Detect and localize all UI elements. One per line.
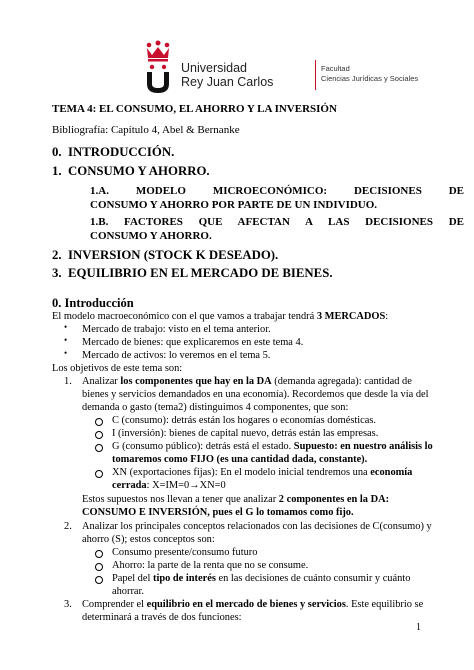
- objective-1-line2: bienes y servicios demandados en una economía). Recordemos que desde la vía del: [82, 389, 429, 400]
- document-title: TEMA 4: EL CONSUMO, EL AHORRO Y LA INVERSIÓN: [52, 103, 337, 115]
- intro-text: El modelo macroeconómico con el que vamos a trabajar tendrá: [52, 311, 317, 322]
- circle-bullet-icon: [95, 576, 103, 584]
- faculty-line1: Facultad: [321, 64, 350, 73]
- concept-text-bold: tipo de interés: [152, 573, 216, 584]
- crown-u-logo-icon: [143, 40, 173, 94]
- component-xn-line1: [112, 466, 412, 479]
- section-heading-introduccion: 0. Introducción: [52, 296, 134, 310]
- university-logo: [143, 40, 419, 96]
- objective-text-bold: los componentes que hay en la DA: [120, 376, 272, 387]
- objective-text: Comprender el: [82, 599, 147, 610]
- bibliography: Bibliografía: Capítulo 4, Abel & Bernanke: [52, 124, 240, 136]
- assumption-line1: [82, 493, 389, 506]
- concept-ahorro: Ahorro: la parte de la renta que no se consume.: [112, 560, 309, 571]
- objective-number: 1.: [64, 376, 72, 387]
- list-item-market: Mercado de bienes: que explicaremos en este tema 4.: [82, 337, 304, 348]
- intro-text: :: [385, 311, 389, 322]
- logo-divider: [315, 60, 316, 90]
- concept-text: en las decisiones de cuánto consumir y cuánto: [215, 573, 411, 584]
- circle-bullet-icon: [95, 431, 103, 439]
- objective-3-line1: [82, 598, 423, 611]
- toc-item-equilibrio: [52, 266, 333, 281]
- objective-text: Analizar: [82, 376, 121, 387]
- component-i: I (inversión): bienes de capital nuevo, detrás están las empresas.: [112, 428, 379, 439]
- concept-tipo-interes-line2: ahorrar.: [112, 586, 145, 597]
- objective-text-bold: equilibrio en el mercado de bienes y servicios: [146, 599, 346, 610]
- faculty-line2: Ciencias Jurídicas y Sociales: [321, 74, 419, 83]
- concept-text: Papel del: [112, 573, 153, 584]
- toc-item-introduccion: [52, 145, 174, 160]
- bullet-icon: •: [64, 335, 68, 345]
- component-text: G (consumo público): detrás está el estado.: [112, 441, 294, 452]
- circle-bullet-icon: [95, 550, 103, 558]
- faculty-name: [321, 64, 418, 84]
- toc-label: INTRODUCCIÓN.: [68, 145, 175, 159]
- component-text-bold: Supuesto: en nuestro análisis lo: [293, 441, 433, 452]
- objective-text: . Este equilibrio se: [345, 599, 424, 610]
- toc-sub-1b-line1: 1.B. FACTORES QUE AFECTAN A LAS DECISIONES DE: [90, 216, 464, 228]
- objective-1-line3: demanda o gasto (tema2) distinguimos 4 componentes, que son:: [82, 402, 349, 413]
- list-item-market: Mercado de trabajo: visto en el tema anterior.: [82, 324, 271, 335]
- intro-text-bold: 3 MERCADOS: [316, 311, 386, 322]
- objectives-intro: Los objetivos de este tema son:: [52, 363, 183, 374]
- toc-label: CONSUMO Y AHORRO.: [68, 164, 210, 178]
- university-name-line2: Rey Juan Carlos: [181, 75, 274, 89]
- objective-1-line1: [82, 375, 412, 388]
- toc-label: INVERSION (STOCK K DESEADO).: [68, 248, 279, 262]
- circle-bullet-icon: [95, 470, 103, 478]
- concept-consumo: Consumo presente/consumo futuro: [112, 547, 258, 558]
- concept-tipo-interes-line1: [112, 572, 410, 585]
- component-text: : X=IM=0→XN=0: [146, 480, 226, 491]
- bullet-icon: •: [64, 322, 68, 332]
- university-name-line1: Universidad: [181, 61, 248, 75]
- toc-item-inversion: [52, 248, 278, 263]
- circle-bullet-icon: [95, 418, 103, 426]
- page-number: 1: [416, 622, 421, 633]
- objective-text: (demanda agregada): cantidad de: [271, 376, 412, 387]
- assumption-line2: CONSUMO E INVERSIÓN, pues el G lo tomamos como fijo.: [82, 507, 354, 518]
- objective-number: 3.: [64, 599, 72, 610]
- toc-number: 2.: [52, 248, 62, 262]
- assumption-text: Estos supuestos nos llevan a tener que analizar: [82, 494, 279, 505]
- toc-number: 0.: [52, 145, 62, 159]
- circle-bullet-icon: [95, 444, 103, 452]
- component-c: C (consumo): detrás están los hogares o economías domésticas.: [112, 415, 377, 426]
- component-g-line1: [112, 440, 433, 453]
- circle-bullet-icon: [95, 563, 103, 571]
- list-item-market: Mercado de activos: lo veremos en el tema 5.: [82, 350, 271, 361]
- university-name: [181, 61, 273, 89]
- toc-number: 3.: [52, 266, 62, 280]
- component-xn-line2: [112, 479, 226, 492]
- intro-paragraph: [52, 310, 388, 323]
- component-text-bold: cerrada: [112, 480, 147, 491]
- component-g-line2: tomaremos como FIJO (es una cantidad dada, constante).: [112, 454, 368, 465]
- toc-sub-1b-line2: CONSUMO Y AHORRO.: [90, 230, 212, 242]
- objective-3-line2: determinará a través de dos funciones:: [82, 612, 242, 623]
- objective-number: 2.: [64, 521, 72, 532]
- objective-2-line1: Analizar los principales conceptos relacionados con las decisiones de C(consumo) y: [82, 521, 432, 532]
- toc-item-consumo-ahorro: [52, 164, 210, 179]
- bullet-icon: •: [64, 348, 68, 358]
- component-text-bold: economía: [370, 467, 413, 478]
- toc-number: 1.: [52, 164, 62, 178]
- assumption-text-bold: 2 componentes en la DA:: [278, 494, 390, 505]
- toc-sub-1a-line2: CONSUMO Y AHORRO POR PARTE DE UN INDIVIDUO.: [90, 199, 378, 211]
- toc-label: EQUILIBRIO EN EL MERCADO DE BIENES.: [68, 266, 333, 280]
- objective-2-line2: ahorro (S); estos conceptos son:: [82, 534, 215, 545]
- toc-sub-1a-line1: 1.A. MODELO MICROECONÓMICO: DECISIONES DE: [90, 185, 464, 197]
- component-text: XN (exportaciones fijas): En el modelo inicial tendremos una: [112, 467, 371, 478]
